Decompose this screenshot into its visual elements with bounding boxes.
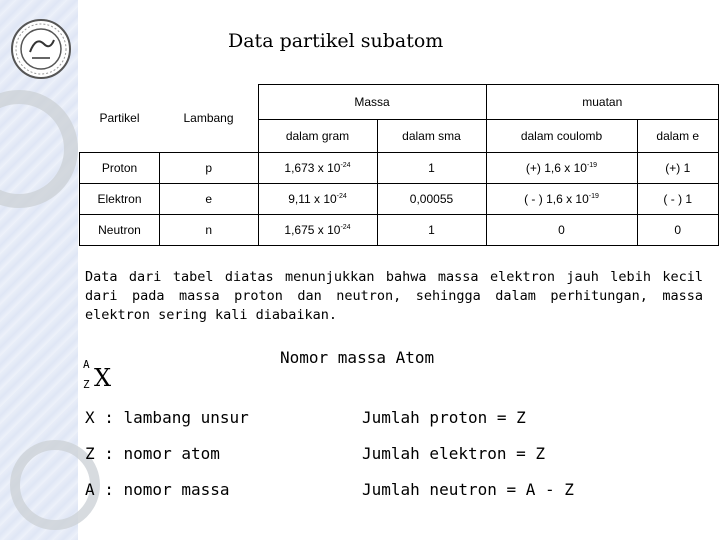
mass-number-symbol: A [83,358,90,371]
cell-partikel: Neutron [80,215,160,246]
header-massa: Massa [258,85,486,120]
cell-e: 0 [637,215,719,246]
cell-partikel: Elektron [80,184,160,215]
subatomic-data-table [79,84,719,246]
notation-label: Nomor massa Atom [280,348,435,367]
element-symbol: X [94,364,112,392]
cell-coulomb: ( - ) 1,6 x $10^{-19}$ [486,184,637,215]
cell-lambang: n [160,215,259,246]
cell-e: ( - ) 1 [637,184,719,215]
page-title: Data partikel subatom [228,30,444,52]
header-coulomb: dalam coulomb [486,120,637,153]
definition-left: X : lambang unsur [85,408,249,427]
cell-lambang: p [160,153,259,184]
header-muatan: muatan [486,85,719,120]
cell-gram: 9,11 x $10^{-24}$ [258,184,377,215]
explanation-paragraph: Data dari tabel diatas menunjukkan bahwa massa elektron jauh lebih kecil dari pada massa proton dan neutron, sehingga dalam perhitungan, massa elektron sering kali diabaikan. [85,269,703,323]
cell-partikel: Proton [80,153,160,184]
table-row [80,215,719,246]
table-header-row [80,85,719,120]
definition-right: Jumlah elektron = Z [362,444,546,463]
university-logo-icon [10,18,72,80]
header-lambang: Lambang [183,111,234,126]
header-gram: dalam gram [258,120,377,153]
cell-e: (+) 1 [637,153,719,184]
cell-sma: 0,00055 [377,184,486,215]
table-row [80,153,719,184]
cell-gram: 1,673 x $10^{-24}$ [258,153,377,184]
definition-right: Jumlah neutron = A - Z [362,480,574,499]
atomic-number-symbol: Z [83,378,90,391]
definition-left: A : nomor massa [85,480,230,499]
cell-lambang: e [160,184,259,215]
cell-sma: 1 [377,153,486,184]
header-partikel: Partikel [99,111,140,126]
header-sma: dalam sma [377,120,486,153]
cell-sma: 1 [377,215,486,246]
definition-right: Jumlah proton = Z [362,408,526,427]
cell-coulomb: (+) 1,6 x $10^{-19}$ [486,153,637,184]
cell-coulomb: 0 [486,215,637,246]
header-e: dalam e [637,120,719,153]
cell-gram: 1,675 x $10^{-24}$ [258,215,377,246]
definition-left: Z : nomor atom [85,444,220,463]
table-row [80,184,719,215]
